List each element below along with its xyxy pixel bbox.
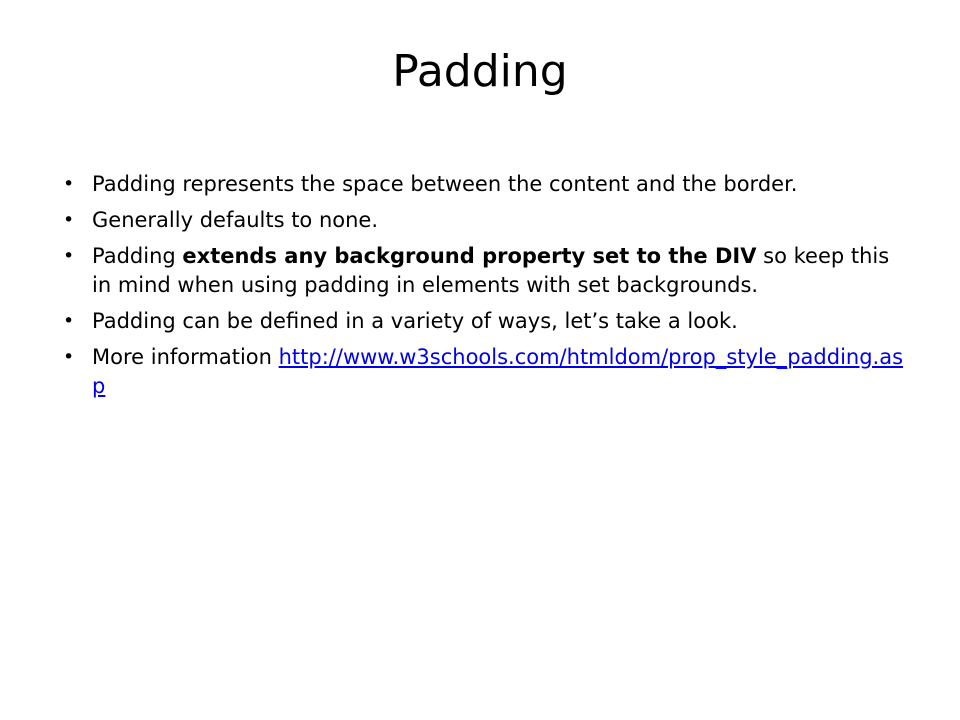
bullet-text-suffix: so keep this in mind when using padding in elements with set backgrounds. (92, 244, 890, 297)
bullet-item (60, 242, 910, 300)
bullet-item (60, 206, 910, 235)
bullet-dot-icon: • (63, 245, 75, 267)
bullet-item (60, 170, 910, 199)
bullet-text: Padding can be defined in a variety of ways, let’s take a look. (92, 309, 738, 333)
bullet-dot-icon: • (63, 173, 75, 195)
bullet-item (60, 343, 910, 401)
slide-title: Padding (392, 46, 568, 97)
bullet-text: Padding represents the space between the content and the border. (92, 172, 798, 196)
bullet-dot-icon: • (63, 310, 75, 332)
bullet-dot-icon: • (63, 209, 75, 231)
bullet-bold-text: extends any background property set to the DIV (182, 244, 757, 268)
bullet-text: Generally defaults to none. (92, 208, 379, 232)
more-information-link[interactable]: http://www.w3schools.com/htmldom/prop_style_padding.asp (92, 345, 904, 398)
bullet-list (60, 170, 910, 408)
bullet-item (60, 307, 910, 336)
bullet-text-prefix: Padding (92, 244, 183, 268)
bullet-dot-icon: • (63, 346, 75, 368)
bullet-text-prefix: More information (92, 345, 279, 369)
